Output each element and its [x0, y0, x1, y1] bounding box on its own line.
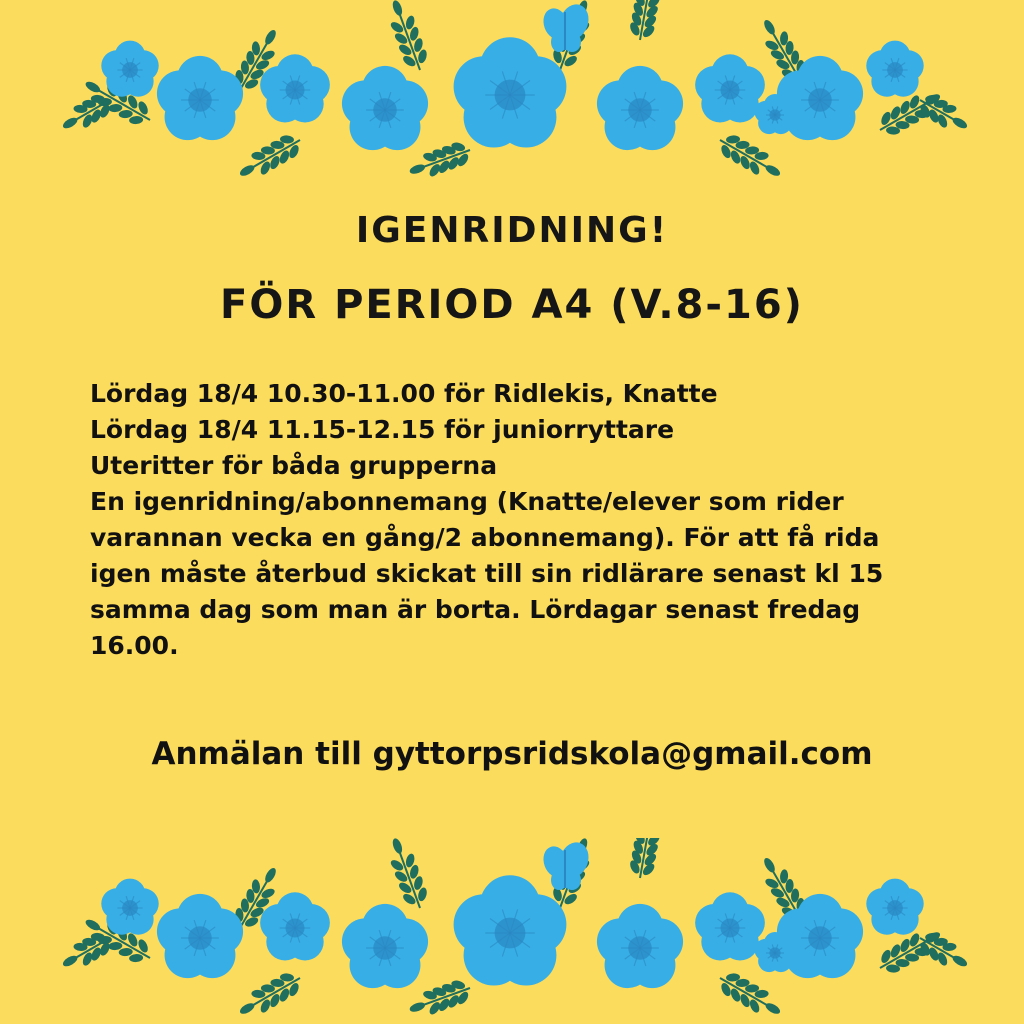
leaf-sprig [381, 838, 433, 913]
leaf-sprig [405, 137, 475, 180]
poster-title: IGENRIDNING! [355, 210, 669, 251]
flower [866, 41, 923, 97]
flower [101, 879, 158, 935]
signup-email-text: Anmälan till gyttorpsridskola@gmail.com [151, 736, 873, 772]
flower [866, 879, 923, 935]
leaf-sprig [913, 88, 974, 140]
flower [342, 66, 428, 150]
leaf-sprig [381, 0, 433, 75]
flower [157, 894, 243, 978]
info-text [90, 376, 940, 664]
flower [260, 54, 330, 122]
flower [695, 54, 765, 122]
flower [101, 41, 158, 97]
flower [597, 904, 683, 988]
flower [454, 37, 567, 147]
leaf-sprig [913, 926, 974, 978]
rules-paragraph: En igenridning/abonnemang (Knatte/elever som rider varannan vecka en gång/2 abonnemang). För att få rida igen måste återbud skickat till sin ridlärare senast kl 15 samma dag som man är borta. Lördagar senast fredag 16.00. [90, 487, 884, 660]
leaf-sprig [713, 128, 787, 180]
poster-subtitle: FÖR PERIOD A4 (V.8-16) [220, 282, 804, 328]
flower [157, 56, 243, 140]
schedule-line-3: Uteritter för båda grupperna [90, 451, 498, 480]
schedule-line-2: Lördag 18/4 11.15-12.15 för juniorryttare [90, 415, 675, 444]
leaf-sprig [405, 975, 475, 1018]
leaf-sprig [713, 966, 787, 1018]
leaf-sprig [233, 966, 307, 1018]
leaf-sprig [626, 0, 665, 42]
flower-garland-bottom [0, 838, 1024, 1018]
flower [454, 875, 567, 985]
leaf-sprig [626, 838, 665, 880]
schedule-line-1: Lördag 18/4 10.30-11.00 för Ridlekis, Knatte [90, 379, 718, 408]
flower-garland-top [0, 0, 1024, 180]
flower [342, 904, 428, 988]
flower [695, 892, 765, 960]
flower [597, 66, 683, 150]
flower [260, 892, 330, 960]
leaf-sprig [233, 128, 307, 180]
